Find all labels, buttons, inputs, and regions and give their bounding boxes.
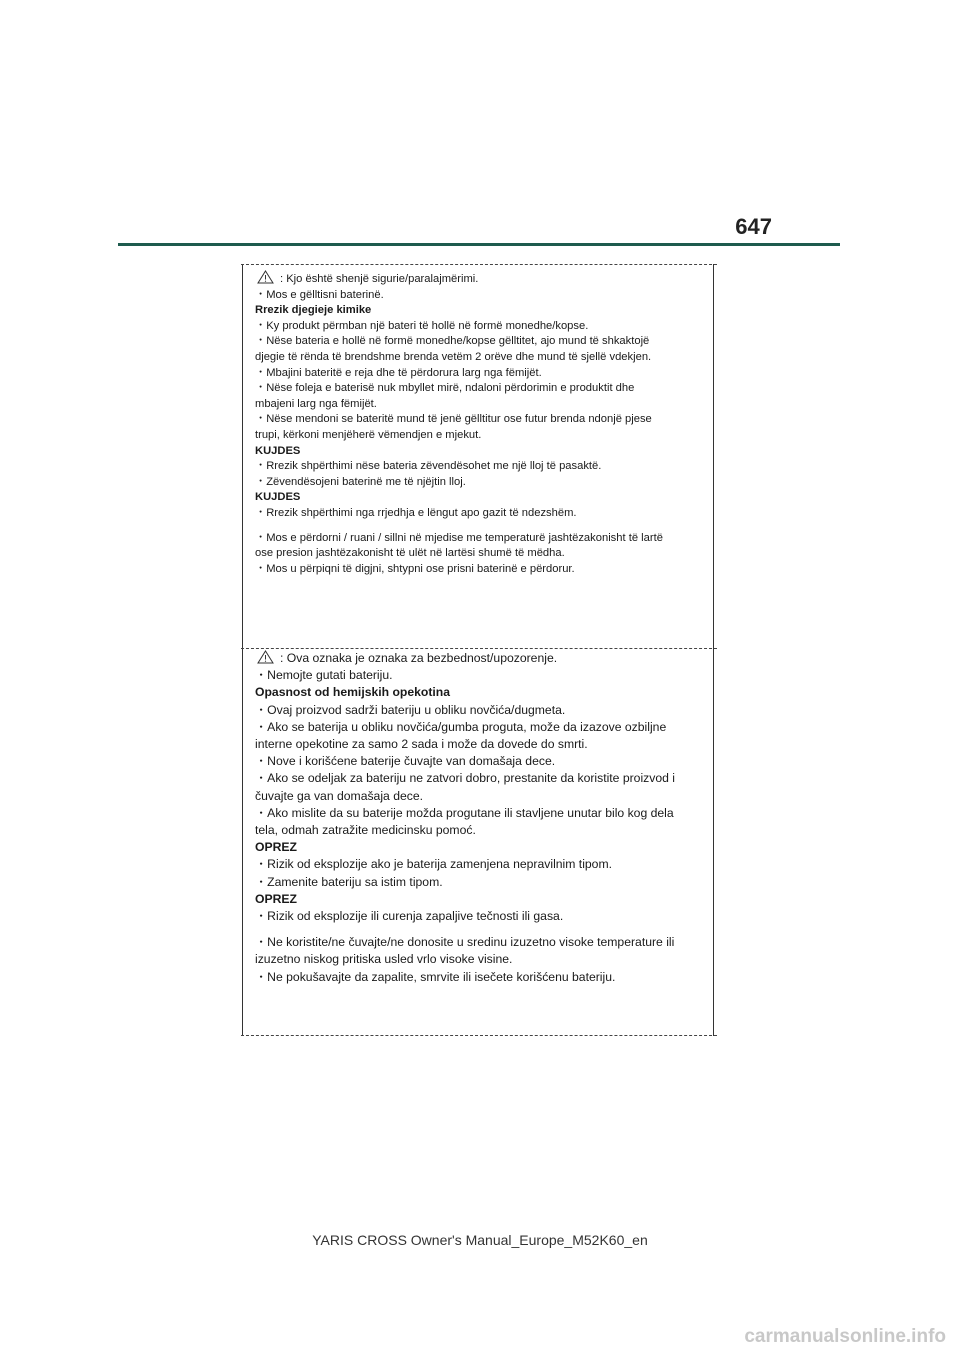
serbian-text-line: ・Nove i korišćene baterije čuvajte van domašaja dece. (255, 754, 556, 769)
serbian-text-line: ・Nemojte gutati bateriju. (255, 668, 393, 683)
serbian-text-line: ・Ne koristite/ne čuvajte/ne donosite u sredinu izuzetno visoke temperature ili (255, 935, 675, 950)
serbian-text-line: ・Ne pokušavajte da zapalite, smrvite ili isečete korišćenu bateriju. (255, 969, 616, 984)
site-watermark: carmanualsonline.info (744, 1326, 946, 1347)
albanian-text-line: ・Nëse bateria e hollë në formë monedhe/kopse gëlltitet, ajo mund të shkaktojë (255, 335, 650, 348)
serbian-text-line: ・Ako mislite da su baterije možda progutane ili stavljene unutar bilo kog dela (255, 805, 674, 820)
serbian-text-line: ・Ako se odeljak za bateriju ne zatvori dobro, prestanite da koristite proizvod i (255, 771, 676, 786)
albanian-text-line: ・Zëvendësojeni baterinë me të njëjtin lloj. (255, 475, 466, 488)
albanian-heading: KUJDES (255, 444, 301, 457)
serbian-text-line: izuzetno niskog pritiska usled vrlo visoke visine. (255, 952, 513, 967)
serbian-text-line: ・Ovaj proizvod sadrži bateriju u obliku novčića/dugmeta. (255, 702, 566, 717)
serbian-text-line: interne opekotine za samo 2 sada i može da dovede do smrti. (255, 737, 588, 752)
albanian-text-line: ・Rrezik shpërthimi nëse bateria zëvendësohet me një lloj të pasaktë. (255, 460, 602, 473)
albanian-text-line: mbajeni larg nga fëmijët. (255, 397, 377, 410)
albanian-text-line: ・Mos e gëlltisni baterinë. (255, 288, 384, 301)
manual-footer: YARIS CROSS Owner's Manual_Europe_M52K60_en (312, 1232, 648, 1248)
albanian-text-line: ・Rrezik shpërthimi nga rrjedhja e lëngut apo gazit të ndezshëm. (255, 506, 577, 519)
serbian-heading: Opasnost od hemijskih opekotina (255, 685, 451, 700)
bottom-dashed-border (241, 1035, 717, 1036)
albanian-text-line: djegie të rënda të brendshme brenda vetëm 2 orëve dhe mund të sjellë vdekjen. (255, 350, 652, 363)
serbian-text-line: ・Rizik od eksplozije ako je baterija zamenjena nepravilnim tipom. (255, 857, 612, 872)
serbian-text-line: ・Ako se baterija u obliku novčića/gumba proguta, može da izazove ozbiljne (255, 719, 667, 734)
albanian-text-line: ・Mos e përdorni / ruani / sillni në mjedise me temperaturë jashtëzakonisht të lartë (255, 531, 663, 544)
warning-triangle-icon (257, 270, 274, 284)
serbian-text-line: ・Rizik od eksplozije ili curenja zapaljive tečnosti ili gasa. (255, 909, 564, 924)
top-dashed-border (241, 264, 717, 265)
serbian-text-line: tela, odmah zatražite medicinsku pomoć. (255, 823, 476, 838)
header-rule (118, 243, 840, 246)
albanian-text-line: ・Ky produkt përmban një bateri të hollë në formë monedhe/kopse. (255, 319, 589, 332)
albanian-text-line: ・Nëse mendoni se bateritë mund të jenë gëlltitur ose futur brenda ndonjë pjese (255, 413, 652, 426)
albanian-heading: KUJDES (255, 491, 301, 504)
serbian-heading: OPREZ (255, 840, 297, 855)
albanian-text-line: ・Mos u përpiqni të digjni, shtypni ose prisni baterinë e përdorur. (255, 562, 575, 575)
albanian-symbol-note: : Kjo është shenjë sigurie/paralajmërimi. (255, 270, 707, 288)
serbian-lines (255, 667, 707, 986)
albanian-text-line: ・Mbajini bateritë e reja dhe të përdorura larg nga fëmijët. (255, 366, 542, 379)
albanian-section (255, 270, 707, 577)
albanian-heading: Rrezik djegieje kimike (255, 304, 372, 317)
albanian-text-line: ose presion jashtëzakonisht të ulët në lartësi shumë të mëdha. (255, 547, 565, 560)
page-number: 647 (735, 214, 772, 239)
battery-warning-notice (242, 264, 714, 1036)
middle-dashed-divider (241, 648, 717, 649)
serbian-heading: OPREZ (255, 891, 297, 906)
serbian-text-line: čuvajte ga van domašaja dece. (255, 788, 424, 803)
serbian-section (255, 650, 707, 986)
warning-triangle-icon (257, 650, 274, 664)
albanian-text-line: trupi, kërkoni menjëherë vëmendjen e mjekut. (255, 428, 482, 441)
serbian-symbol-note: : Ova oznaka je oznaka za bezbednost/upozorenje. (255, 650, 707, 667)
albanian-lines (255, 288, 707, 578)
serbian-text-line: ・Zamenite bateriju sa istim tipom. (255, 874, 443, 889)
albanian-text-line: ・Nëse foleja e baterisë nuk mbyllet mirë, ndaloni përdorimin e produktit dhe (255, 382, 635, 395)
